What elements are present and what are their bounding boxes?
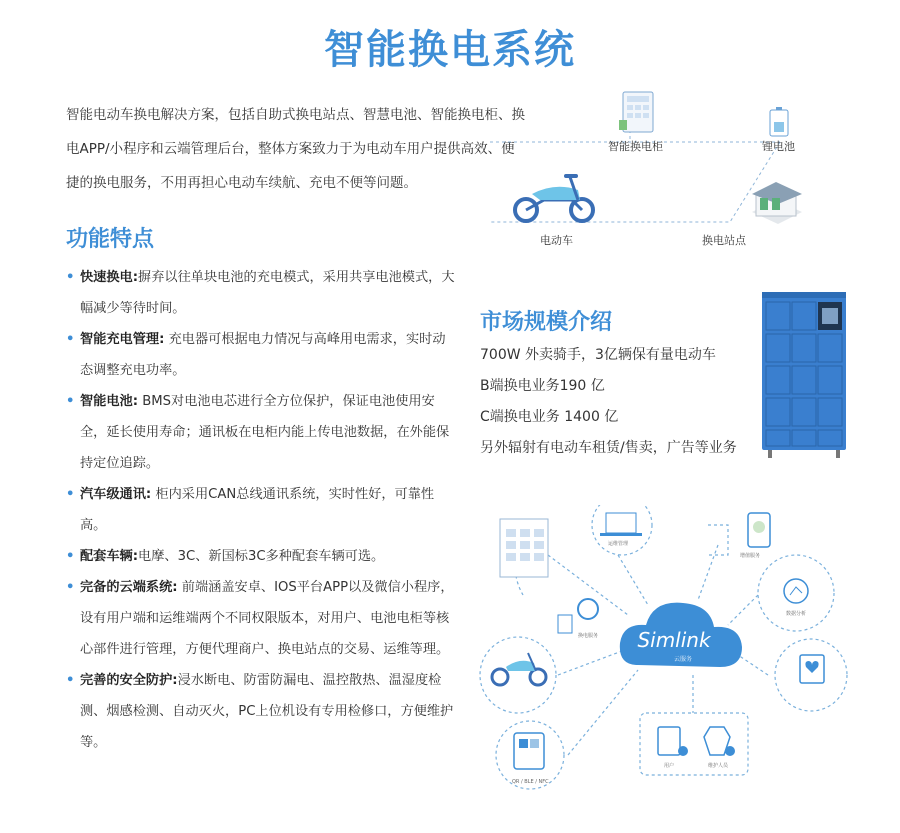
phone-icon: [748, 513, 770, 547]
cloud-system-diagram: [478, 505, 856, 805]
feature-name: 汽车级通讯:: [80, 487, 152, 502]
feature-name: 快速换电:: [80, 270, 139, 285]
feature-item: [66, 262, 456, 324]
cabinet-icon: [619, 92, 653, 132]
station-icon: [752, 182, 802, 224]
feature-item: [66, 386, 456, 479]
market-item: B端换电业务190 亿: [480, 378, 605, 394]
maintenance-icon: [704, 727, 735, 756]
feature-text: 柜内采用CAN总线通讯系统，实时性好，可靠性高。: [80, 487, 435, 533]
market-list: [480, 340, 737, 464]
battery-icon: [770, 107, 788, 136]
feature-item: [66, 572, 456, 665]
user-icon: [658, 727, 688, 756]
bullet-icon: •: [66, 270, 75, 285]
bullet-icon: •: [66, 487, 75, 502]
document-icon: [500, 519, 548, 577]
bullet-icon: •: [66, 332, 75, 347]
feature-item: [66, 665, 456, 758]
node-label: 数据分析: [786, 611, 807, 617]
feature-text: 充电器可根据电力情况与高峰用电需求，实时动态调整充电功率。: [80, 332, 446, 378]
scooter-icon: [492, 653, 546, 685]
service-icon: [800, 655, 824, 683]
bullet-icon: •: [66, 673, 75, 688]
feature-name: 智能电池:: [80, 394, 139, 409]
cloud-logo: Simlink: [637, 628, 711, 652]
node-label: 维护人员: [708, 763, 729, 769]
bullet-icon: •: [66, 394, 75, 409]
battery-label: 锂电池: [762, 140, 795, 153]
scooter-label: 电动车: [540, 234, 573, 247]
settings-icon: [558, 599, 598, 633]
feature-name: 配套车辆:: [80, 549, 139, 564]
chart-icon: [784, 579, 808, 603]
feature-name: 完善的安全防护:: [80, 673, 178, 688]
node-label: 运维管理: [608, 541, 629, 547]
market-item: 另外辐射有电动车租赁/售卖，广告等业务: [480, 440, 737, 456]
cloud-sub: 云服务: [673, 656, 693, 663]
intro-paragraph: 智能电动车换电解决方案，包括自助式换电站点、智慧电池、智能换电柜、换电APP/小程序和云端管理后台，整体方案致力于为电动车用户提供高效、便捷的换电服务，不用再担心电动车续航、充电不便等问题。: [66, 107, 525, 191]
cabinet-image: [758, 290, 850, 462]
feature-item: [66, 541, 456, 572]
scooter-icon: [515, 174, 593, 221]
feature-text: 浸水断电、防雷防漏电、温控散热、温湿度检测、烟感检测、自动灭火，PC上位机设有专用检修口，方便维护等。: [80, 673, 454, 750]
feature-name: 智能充电管理:: [80, 332, 165, 347]
feature-name: 完备的云端系统:: [80, 580, 178, 595]
features-list: [66, 262, 456, 758]
node-label: 用户: [664, 763, 675, 769]
node-label: 换电服务: [578, 633, 599, 639]
market-heading: 市场规模介绍: [480, 310, 613, 335]
node-label: 增值服务: [740, 553, 761, 559]
page-title: 智能换电系统: [324, 27, 576, 73]
station-label: 换电站点: [702, 234, 746, 247]
feature-text: BMS对电池电芯进行全方位保护，保证电池使用安全，延长使用寿命；通讯板在电柜内能上传电池数据，在外能保持定位追踪。: [80, 394, 450, 471]
feature-item: [66, 324, 456, 386]
feature-text: 前端涵盖安卓、IOS平台APP以及微信小程序，设有用户端和运维端两个不同权限版本，对用户、电池电柜等核心部件进行管理，方便代理商户、换电站点的交易、运维等理。: [80, 580, 454, 657]
bullet-icon: •: [66, 580, 75, 595]
qr-device-icon: [514, 733, 544, 769]
market-item: C端换电业务 1400 亿: [480, 409, 619, 425]
market-item: 700W 外卖骑手，3亿辆保有量电动车: [480, 347, 716, 363]
laptop-icon: [600, 513, 642, 536]
qr-label: QR / BLE / NFC: [512, 779, 549, 785]
feature-text: 电摩、3C、新国标3C多种配套车辆可选。: [138, 549, 385, 564]
features-heading: 功能特点: [66, 227, 155, 252]
cabinet-label: 智能换电柜: [608, 140, 663, 153]
feature-item: [66, 479, 456, 541]
bullet-icon: •: [66, 549, 75, 564]
feature-text: 摒弃以往单块电池的充电模式，采用共享电池模式，大幅减少等待时间。: [80, 270, 455, 316]
ecosystem-diagram: [480, 82, 820, 262]
